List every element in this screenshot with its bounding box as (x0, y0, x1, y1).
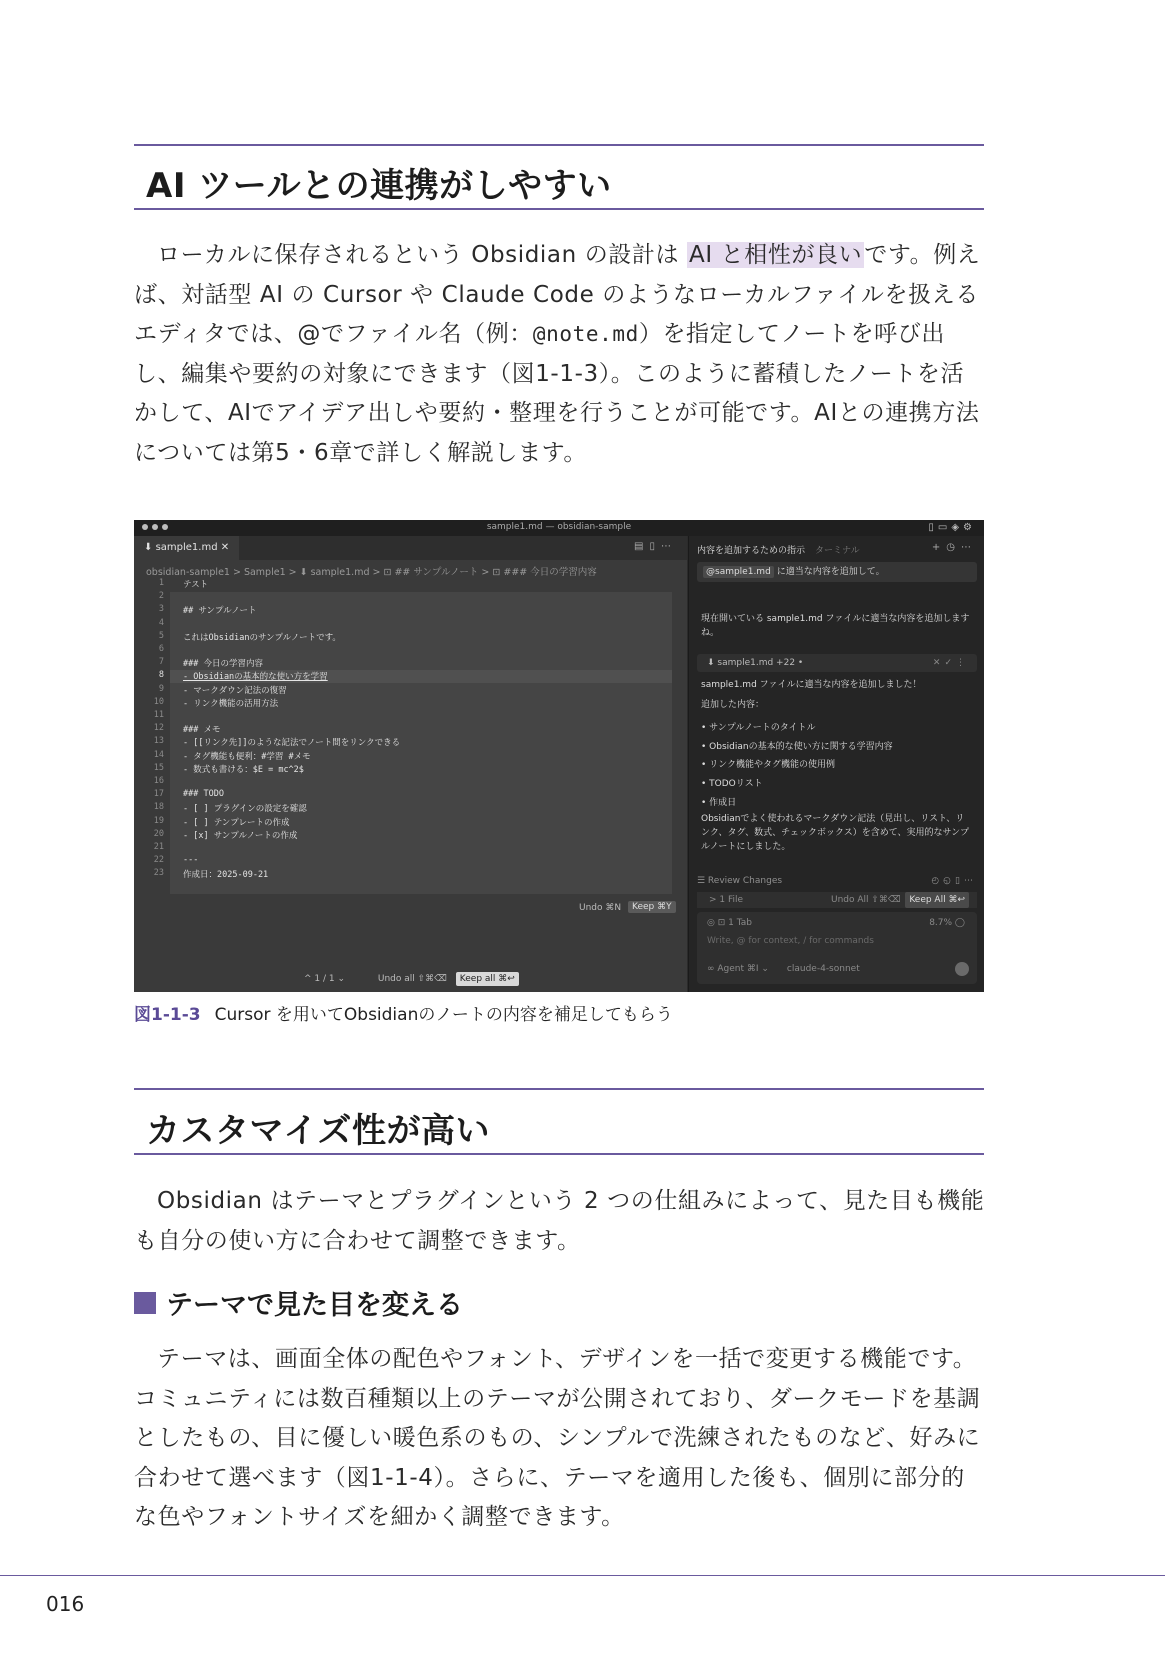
assistant-reply-2: sample1.md ファイルに適当な内容を追加しました！ (701, 680, 922, 690)
highlight-text: AI と相性が良い (689, 242, 863, 268)
keep-button[interactable]: Keep ⌘Y (628, 901, 676, 913)
code-line[interactable]: - リンク機能の活用方法 (183, 698, 279, 709)
window-titlebar (134, 520, 984, 536)
code-line[interactable]: - 数式も書ける：$E = mc^2$ (183, 764, 304, 775)
line-number: 4 (158, 617, 164, 628)
line-number: 13 (153, 736, 164, 747)
added-content-label: 追加した内容： (701, 700, 765, 710)
body-paragraph-ai (134, 236, 986, 473)
code-line[interactable]: ## サンプルノート (183, 606, 257, 617)
line-number: 15 (153, 762, 164, 773)
line-number: 20 (153, 828, 164, 839)
line-number: 6 (158, 644, 164, 654)
line-number: 1 (158, 578, 164, 588)
caption-text: Cursor を用いてObsidianのノートの内容を補足してもらう (214, 1005, 673, 1025)
code-line[interactable]: これはObsidianのサンプルノートです。 (183, 632, 341, 643)
files-row[interactable] (697, 892, 977, 908)
panel-tabs (697, 543, 860, 556)
section-heading-customize: カスタマイズ性が高い (146, 1111, 490, 1151)
context-usage: 8.7% ◯ (929, 918, 965, 928)
line-number: 19 (153, 815, 164, 826)
window-title: sample1.md — obsidian-sample (486, 522, 632, 532)
files-count: > 1 File (709, 895, 744, 905)
file-change-card[interactable] (697, 654, 977, 672)
line-number: 2 (158, 591, 164, 602)
prompt-text: に適当な内容を追加して。 (776, 567, 885, 577)
heading-rule-top (134, 1088, 984, 1090)
undo-all-panel-button[interactable]: Undo All ⇧⌘⌫ (831, 895, 901, 905)
line-number: 17 (153, 789, 164, 800)
inline-code: @note.md (532, 322, 639, 346)
chat-composer[interactable] (697, 912, 977, 984)
tab-terminal[interactable]: ターミナル (815, 546, 860, 556)
chat-input-placeholder[interactable]: Write, @ for context, / for commands (707, 936, 874, 946)
cursor-screenshot (134, 520, 984, 992)
added-content-list (701, 719, 973, 812)
code-line[interactable]: テスト (183, 580, 209, 590)
line-number: 18 (153, 802, 164, 813)
subheading-text: テーマで見た目を変える (166, 1290, 463, 1321)
line-number: 10 (153, 696, 164, 707)
file-mention: @sample1.md (703, 566, 774, 578)
code-line[interactable]: ### TODO (183, 789, 224, 800)
para-text: ）を指定してノートを呼び出し、編集や要約の対象にできます（図1-1-3）。このように蓄積したノートを活かして、AIでアイデア出しや要約・整理を行うことが可能です。AIとの連携方法については第5・6章で詳しく解説します。 (134, 321, 980, 466)
body-paragraph-theme (134, 1340, 986, 1538)
user-message (697, 562, 977, 582)
code-line[interactable]: --- (183, 855, 199, 866)
model-selector[interactable]: claude-4-sonnet (786, 964, 860, 974)
code-line[interactable]: - Obsidianの基本的な使い方を学習 (183, 672, 328, 683)
list-item: • リンク機能やタグ機能の使用例 (701, 756, 973, 775)
list-item: • サンプルノートのタイトル (701, 719, 973, 738)
layout-icons[interactable]: ▯▭◈⚙ (928, 522, 976, 533)
code-line[interactable]: - タグ機能も便利：#学習 #メモ (183, 751, 311, 762)
line-number: 9 (158, 683, 164, 694)
code-line[interactable]: 作成日：2025-09-21 (183, 870, 269, 881)
tab-instruction[interactable]: 内容を追加するための指示 (697, 546, 806, 556)
para-text: です。例えば、対話型 AI の Cursor や Claude Code のようなローカルファイルを扱えるエディタでは、@でファイル名（例： (134, 242, 981, 347)
list-item: • 作成日 (701, 794, 973, 813)
send-icon[interactable] (955, 962, 969, 976)
agent-dropdown[interactable]: ∞ Agent ⌘I ⌄ (707, 964, 769, 974)
code-line[interactable]: - [ ] プラグインの設定を確認 (183, 804, 307, 815)
review-changes-header (697, 876, 977, 886)
line-number: 8 (158, 670, 164, 681)
code-line[interactable]: ### メモ (183, 725, 221, 736)
context-tab-chip[interactable]: ◎ ⊡ 1 Tab (707, 918, 752, 928)
section-heading-ai: AI ツールとの連携がしやすい (146, 166, 612, 206)
figure-caption (134, 1000, 673, 1025)
tab-sample1[interactable]: ⬇ sample1.md ✕ (134, 536, 239, 560)
code-line[interactable]: ### 今日の学習内容 (183, 659, 263, 670)
editor-actions-icon[interactable]: ▤▯⋯ (634, 541, 677, 552)
heading-rule-bottom (134, 208, 984, 210)
subheading-theme (134, 1283, 463, 1322)
square-bullet-icon (134, 1292, 156, 1314)
line-number: 12 (153, 723, 164, 734)
keep-all-panel-button[interactable]: Keep All ⌘↩ (905, 892, 969, 908)
line-number: 11 (153, 710, 164, 720)
code-line[interactable]: - [ ] テンプレートの作成 (183, 817, 290, 828)
line-number: 7 (158, 657, 164, 668)
card-actions-icon[interactable]: ✕✓⋮ (932, 658, 969, 668)
para-text: ローカルに保存されるという Obsidian の設計は (157, 242, 688, 268)
code-line[interactable]: - [[リンク先]]のような記法でノート間をリンクできる (183, 738, 401, 749)
review-icons[interactable]: ◴◵▯⋯ (931, 876, 977, 886)
editor-pane (134, 536, 687, 992)
assistant-reply-1: 現在開いている sample1.md ファイルに適当な内容を追加しますね。 (701, 614, 970, 638)
para-text: Obsidian はテーマとプラグインという 2 つの仕組みによって、見た目も機能も自分の使い方に合わせて調整できます。 (134, 1188, 985, 1254)
line-number: 3 (158, 604, 164, 615)
editor-tabbar (134, 536, 687, 560)
line-number: 5 (158, 630, 164, 641)
line-number: 16 (153, 776, 164, 786)
page-number: 016 (46, 1592, 85, 1616)
page-indicator[interactable]: ^ 1 / 1 ⌄ (304, 974, 346, 984)
tab-label: sample1.md ✕ (155, 542, 230, 553)
list-item: • Obsidianの基本的な使い方に関する学習内容 (701, 738, 973, 757)
code-line[interactable]: - マークダウン記法の復習 (183, 685, 287, 696)
para-text: テーマは、画面全体の配色やフォント、デザインを一括で変更する機能です。コミュニティには数百種類以上のテーマが公開されており、ダークモードを基調としたもの、目に優しい暖色系のもの、シンプルで洗練されたものなど、好みに合わせて選べます（図1-1-4）。さらに、テーマを適用した後も、個別に部分的な色やフォントサイズを細かく調整できます。 (134, 1346, 981, 1530)
line-number: 14 (153, 749, 164, 760)
mode-selector[interactable] (707, 964, 860, 974)
file-card-label: ⬇ sample1.md +22 • (707, 658, 804, 668)
keep-all-button[interactable]: Keep all ⌘↩ (456, 972, 519, 986)
assistant-reply-3: Obsidianでよく使われるマークダウン記法（見出し、リスト、リンク、タグ、数式、チェックボックス）を含めて、実用的なサンプルノートにしました。 (701, 814, 970, 852)
list-item: • TODOリスト (701, 775, 973, 794)
line-number: 23 (153, 868, 164, 879)
heading-rule-top (134, 144, 984, 146)
undo-button[interactable]: Undo ⌘N (579, 903, 622, 913)
breadcrumb[interactable]: obsidian-sample1 > Sample1 > ⬇ sample1.md > ⊡ ## サンプルノート > ⊡ ### 今日の学習内容 (146, 567, 597, 578)
heading-rule-bottom (134, 1153, 984, 1155)
code-lines[interactable] (134, 578, 687, 896)
review-changes-label: ☰ Review Changes (697, 876, 783, 886)
line-number: 21 (153, 842, 164, 852)
line-number: 22 (153, 855, 164, 866)
panel-actions-icon[interactable]: +◷⋯ (931, 542, 977, 553)
code-line[interactable]: - [x] サンプルノートの作成 (183, 830, 298, 841)
figure-number: 図1-1-3 (134, 1005, 201, 1025)
body-paragraph-customize (134, 1182, 986, 1261)
chat-panel (688, 536, 984, 992)
undo-all-button[interactable]: Undo all ⇧⌘⌫ (377, 974, 447, 984)
review-bar (304, 974, 519, 984)
footer-rule (0, 1575, 1165, 1576)
